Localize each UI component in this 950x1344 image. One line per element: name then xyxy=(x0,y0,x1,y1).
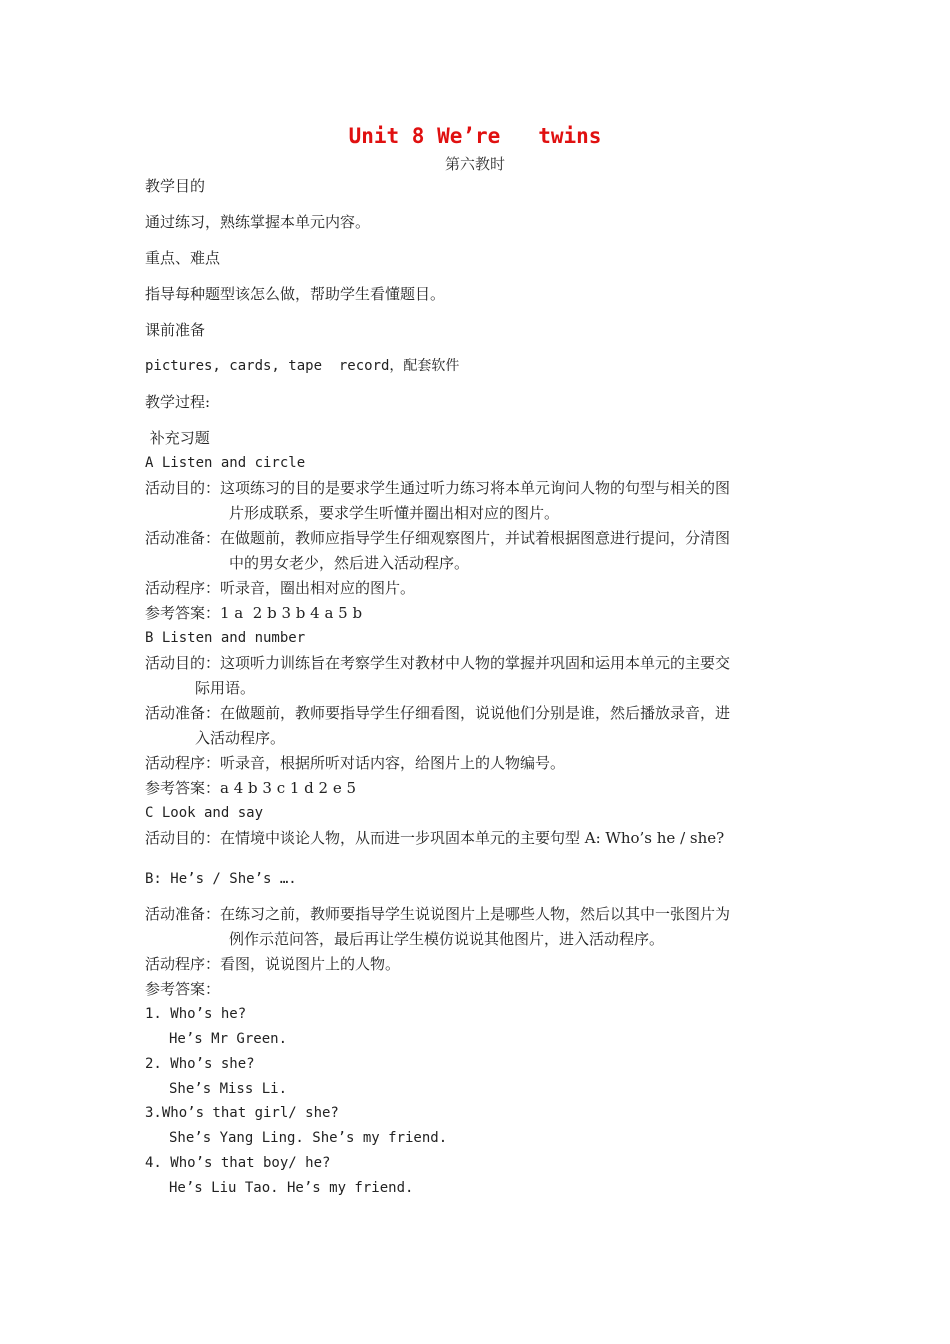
objective-text: 通过练习，熟练掌握本单元内容。 xyxy=(145,213,371,231)
answer-reply-3: She’s Yang Ling. She’s my friend. xyxy=(169,1130,448,1146)
section-a-purpose: 活动目的：这项练习的目的是要求学生通过听力练习将本单元询问人物的句型与相关的图 xyxy=(145,479,731,497)
answer-question-1: 1. Who’s he? xyxy=(145,1006,247,1022)
section-a-prep-cont: 中的男女老少，然后进入活动程序。 xyxy=(229,554,470,572)
supplement-heading: 补充习题 xyxy=(145,429,210,447)
section-c-prep: 活动准备：在练习之前，教师要指导学生说说图片上是哪些人物，然后以其中一张图片为 xyxy=(145,905,731,923)
section-a-purpose-cont: 片形成联系，要求学生听懂并圈出相对应的图片。 xyxy=(229,504,560,522)
section-b-prep-cont: 入活动程序。 xyxy=(195,729,286,747)
section-b-answer: 参考答案：a 4 b 3 c 1 d 2 e 5 xyxy=(145,779,357,797)
section-b-procedure: 活动程序：听录音，根据所听对话内容，给图片上的人物编号。 xyxy=(145,754,566,772)
section-c-answer-heading: 参考答案： xyxy=(145,980,221,998)
keypoints-text: 指导每种题型该怎么做，帮助学生看懂题目。 xyxy=(145,285,446,303)
section-a-answer: 参考答案：1 a 2 b 3 b 4 a 5 b xyxy=(145,604,363,622)
keypoints-heading: 重点、难点 xyxy=(145,249,221,267)
section-b-purpose-cont: 际用语。 xyxy=(195,679,256,697)
answer-reply-1: He’s Mr Green. xyxy=(169,1031,288,1047)
section-c-purpose-cont: B: He’s / She’s …. xyxy=(145,871,297,887)
section-b-heading: B Listen and number xyxy=(145,630,306,646)
section-c-prep-cont: 例作示范问答，最后再让学生模仿说说其他图片，进入活动程序。 xyxy=(229,930,665,948)
section-c-purpose: 活动目的：在情境中谈论人物，从而进一步巩固本单元的主要句型 A: Who’s he / she? xyxy=(145,829,725,847)
answer-question-4: 4. Who’s that boy/ he? xyxy=(145,1155,331,1171)
process-heading: 教学过程: xyxy=(145,393,211,411)
objective-heading: 教学目的 xyxy=(145,177,206,195)
answer-reply-2: She’s Miss Li. xyxy=(169,1081,288,1097)
answer-question-3: 3.Who’s that girl/ she? xyxy=(145,1105,339,1121)
section-b-purpose: 活动目的：这项听力训练旨在考察学生对教材中人物的掌握并巩固和运用本单元的主要交 xyxy=(145,654,731,672)
section-c-procedure: 活动程序：看图，说说图片上的人物。 xyxy=(145,955,401,973)
answer-question-2: 2. Who’s she? xyxy=(145,1056,255,1072)
section-a-procedure: 活动程序：听录音，圈出相对应的图片。 xyxy=(145,579,416,597)
page-subtitle: 第六教时 xyxy=(444,155,505,173)
page-title: Unit 8 We’re twins xyxy=(348,124,602,148)
prep-heading: 课前准备 xyxy=(145,321,206,339)
section-a-heading: A Listen and circle xyxy=(145,455,306,471)
section-b-prep: 活动准备：在做题前，教师要指导学生仔细看图，说说他们分别是谁，然后播放录音，进 xyxy=(145,704,731,722)
prep-text: pictures, cards, tape record，配套软件 xyxy=(145,358,460,374)
section-a-prep: 活动准备：在做题前，教师应指导学生仔细观察图片，并试着根据图意进行提问，分清图 xyxy=(145,529,731,547)
answer-reply-4: He’s Liu Tao. He’s my friend. xyxy=(169,1180,414,1196)
section-c-heading: C Look and say xyxy=(145,805,264,821)
